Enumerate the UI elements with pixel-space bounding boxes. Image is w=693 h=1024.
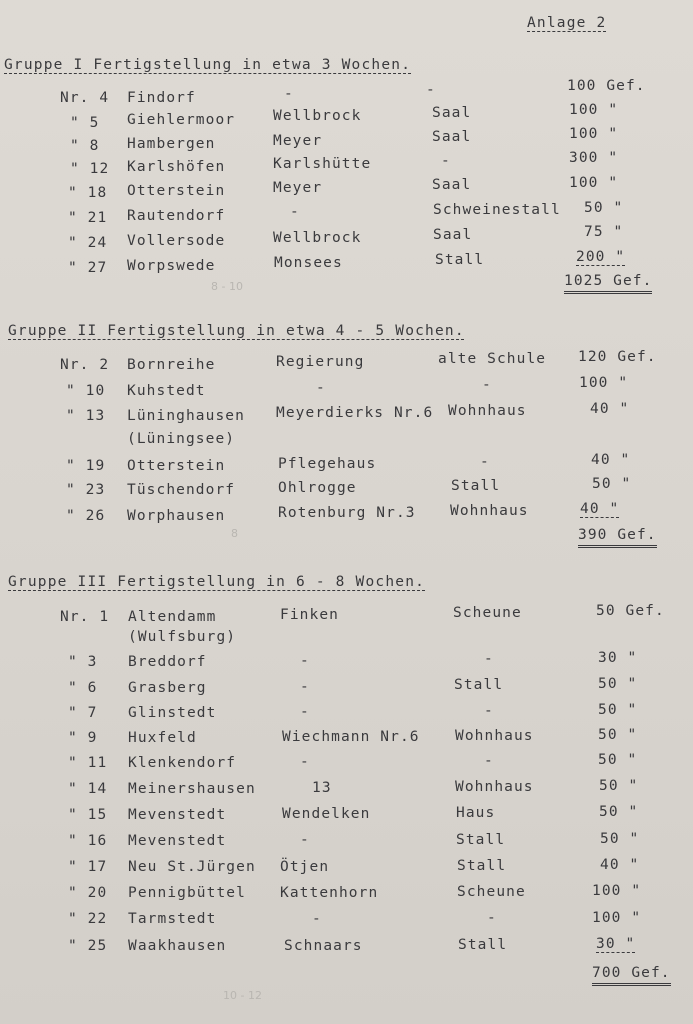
row-building: Stall	[451, 478, 501, 494]
row-amount: 200 "	[576, 249, 626, 265]
row-amount: 50 "	[584, 200, 624, 216]
row-number: " 25	[68, 938, 108, 954]
row-place: Kuhstedt	[127, 383, 206, 399]
row-number: " 14	[68, 781, 108, 797]
row-place: Lüninghausen	[127, 408, 245, 424]
row-number: " 6	[68, 680, 98, 696]
row-amount: 50 "	[599, 778, 639, 794]
row-place: Huxfeld	[128, 730, 197, 746]
row-amount: 40 "	[600, 857, 640, 873]
row-building: Wohnhaus	[450, 503, 529, 519]
row-place: Grasberg	[128, 680, 207, 696]
row-number: " 19	[66, 458, 106, 474]
row-place: Otterstein	[127, 183, 226, 199]
row-place: Karlshöfen	[127, 159, 226, 175]
row-number: " 27	[68, 260, 108, 276]
row-name: Wellbrock	[273, 108, 362, 124]
pencil-note: 8	[231, 527, 238, 540]
row-building: -	[484, 651, 494, 667]
row-building: Stall	[458, 937, 508, 953]
row-name: Kattenhorn	[280, 885, 379, 901]
row-place: Bornreihe	[127, 357, 216, 373]
row-name: Wellbrock	[273, 230, 362, 246]
group-2-title: Gruppe II Fertigstellung in etwa 4 - 5 Wochen.	[8, 323, 465, 339]
row-amount: 50 "	[600, 831, 640, 847]
row-amount: 100 "	[569, 126, 619, 142]
row-name: Meyer	[273, 133, 323, 149]
row-building: -	[441, 153, 451, 169]
row-amount: 50 "	[598, 727, 638, 743]
row-amount: 50 "	[598, 702, 638, 718]
row-building: Saal	[432, 105, 472, 121]
row-place: Tarmstedt	[128, 911, 217, 927]
row-place: Meinershausen	[128, 781, 256, 797]
row-place: Hambergen	[127, 136, 216, 152]
row-place: Worpswede	[127, 258, 216, 274]
row-building: Scheune	[453, 605, 522, 621]
row-name: Meyer	[273, 180, 323, 196]
row-name: -	[284, 86, 294, 102]
row-name: Karlshütte	[273, 156, 372, 172]
row-building: Schweinestall	[433, 202, 561, 218]
row-number: Nr. 2	[60, 357, 110, 373]
row-place: Waakhausen	[128, 938, 227, 954]
row-amount: 100 "	[569, 102, 619, 118]
row-place: Giehlermoor	[127, 112, 236, 128]
row-number: " 11	[68, 755, 108, 771]
row-number: " 5	[70, 115, 100, 131]
row-place: Neu St.Jürgen	[128, 859, 256, 875]
row-number: " 3	[68, 654, 98, 670]
row-place: Altendamm	[128, 609, 217, 625]
row-building: alte Schule	[438, 351, 547, 367]
row-building: -	[487, 910, 497, 926]
row-number: " 12	[70, 161, 110, 177]
row-amount: 40 "	[590, 401, 630, 417]
row-building: Wohnhaus	[448, 403, 527, 419]
row-amount: 120 Gef.	[578, 349, 657, 365]
row-number: " 24	[68, 235, 108, 251]
row-place: Tüschendorf	[127, 482, 236, 498]
row-amount: 300 "	[569, 150, 619, 166]
row-number: " 9	[68, 730, 98, 746]
pencil-note: 8 - 10	[211, 280, 243, 293]
row-name: -	[300, 679, 310, 695]
row-place-note: (Wulfsburg)	[128, 629, 237, 645]
row-building: Stall	[457, 858, 507, 874]
group-3-title: Gruppe III Fertigstellung in 6 - 8 Wochen.	[8, 574, 426, 590]
row-amount: 50 "	[598, 676, 638, 692]
row-amount: 100 "	[569, 175, 619, 191]
row-amount: 50 Gef.	[596, 603, 665, 619]
row-place: Breddorf	[128, 654, 207, 670]
row-name: Wiechmann Nr.6	[282, 729, 420, 745]
row-place: Glinstedt	[128, 705, 217, 721]
row-number: " 18	[68, 185, 108, 201]
row-name: -	[316, 380, 326, 396]
row-building: -	[426, 82, 436, 98]
row-place: Rautendorf	[127, 208, 226, 224]
row-building: -	[480, 454, 490, 470]
row-number: " 15	[68, 807, 108, 823]
row-building: Saal	[432, 129, 472, 145]
row-place: Mevenstedt	[128, 833, 227, 849]
row-amount: 40 "	[580, 501, 620, 517]
row-place: Findorf	[127, 90, 196, 106]
row-amount: 30 "	[596, 936, 636, 952]
row-amount: 30 "	[598, 650, 638, 666]
row-number: " 20	[68, 885, 108, 901]
row-name: Ohlrogge	[278, 480, 357, 496]
row-name: Schnaars	[284, 938, 363, 954]
row-amount: 50 "	[598, 752, 638, 768]
row-name: Rotenburg Nr.3	[278, 505, 416, 521]
group-3-total: 700 Gef.	[592, 966, 671, 986]
row-name: -	[312, 911, 322, 927]
row-building: -	[482, 377, 492, 393]
row-name: Finken	[280, 607, 339, 623]
row-place: Pennigbüttel	[128, 885, 246, 901]
anlage-label: Anlage 2	[527, 15, 607, 31]
row-number: Nr. 1	[60, 609, 110, 625]
row-amount: 100 "	[592, 883, 642, 899]
row-name: Meyerdierks Nr.6	[276, 405, 434, 421]
row-name: Regierung	[276, 354, 365, 370]
row-building: Stall	[435, 252, 485, 268]
row-building: Wohnhaus	[455, 728, 534, 744]
row-number: Nr. 4	[60, 90, 110, 106]
row-building: Saal	[432, 177, 472, 193]
group-1-total: 1025 Gef.	[564, 274, 652, 294]
row-name: -	[290, 204, 300, 220]
group-2-total: 390 Gef.	[578, 528, 657, 548]
pencil-note: 10 - 12	[223, 989, 262, 1002]
row-name: -	[300, 832, 310, 848]
row-place-note: (Lüningsee)	[127, 431, 236, 447]
row-place: Klenkendorf	[128, 755, 237, 771]
row-name: -	[300, 704, 310, 720]
group-1-title: Gruppe I Fertigstellung in etwa 3 Wochen.	[4, 57, 412, 73]
row-building: Haus	[456, 805, 496, 821]
row-building: Stall	[454, 677, 504, 693]
row-name: Monsees	[274, 255, 343, 271]
row-amount: 100 "	[592, 910, 642, 926]
row-name: 13	[312, 780, 332, 796]
row-building: Scheune	[457, 884, 526, 900]
row-building: Saal	[433, 227, 473, 243]
row-name: Pflegehaus	[278, 456, 377, 472]
row-amount: 100 Gef.	[567, 78, 646, 94]
row-number: " 8	[70, 138, 100, 154]
row-number: " 7	[68, 705, 98, 721]
row-place: Mevenstedt	[128, 807, 227, 823]
row-number: " 26	[66, 508, 106, 524]
row-amount: 50 "	[592, 476, 632, 492]
row-place: Worphausen	[127, 508, 226, 524]
row-building: -	[484, 753, 494, 769]
row-number: " 23	[66, 482, 106, 498]
row-place: Otterstein	[127, 458, 226, 474]
row-amount: 40 "	[591, 452, 631, 468]
row-number: " 21	[68, 210, 108, 226]
row-building: -	[484, 703, 494, 719]
row-amount: 100 "	[579, 375, 629, 391]
row-amount: 50 "	[599, 804, 639, 820]
row-number: " 13	[66, 408, 106, 424]
row-number: " 22	[68, 911, 108, 927]
row-building: Stall	[456, 832, 506, 848]
row-amount: 75 "	[584, 224, 624, 240]
row-place: Vollersode	[127, 233, 226, 249]
row-name: -	[300, 754, 310, 770]
row-name: Ötjen	[280, 859, 330, 875]
row-number: " 16	[68, 833, 108, 849]
row-name: -	[300, 653, 310, 669]
row-number: " 17	[68, 859, 108, 875]
row-name: Wendelken	[282, 806, 371, 822]
row-number: " 10	[66, 383, 106, 399]
row-building: Wohnhaus	[455, 779, 534, 795]
